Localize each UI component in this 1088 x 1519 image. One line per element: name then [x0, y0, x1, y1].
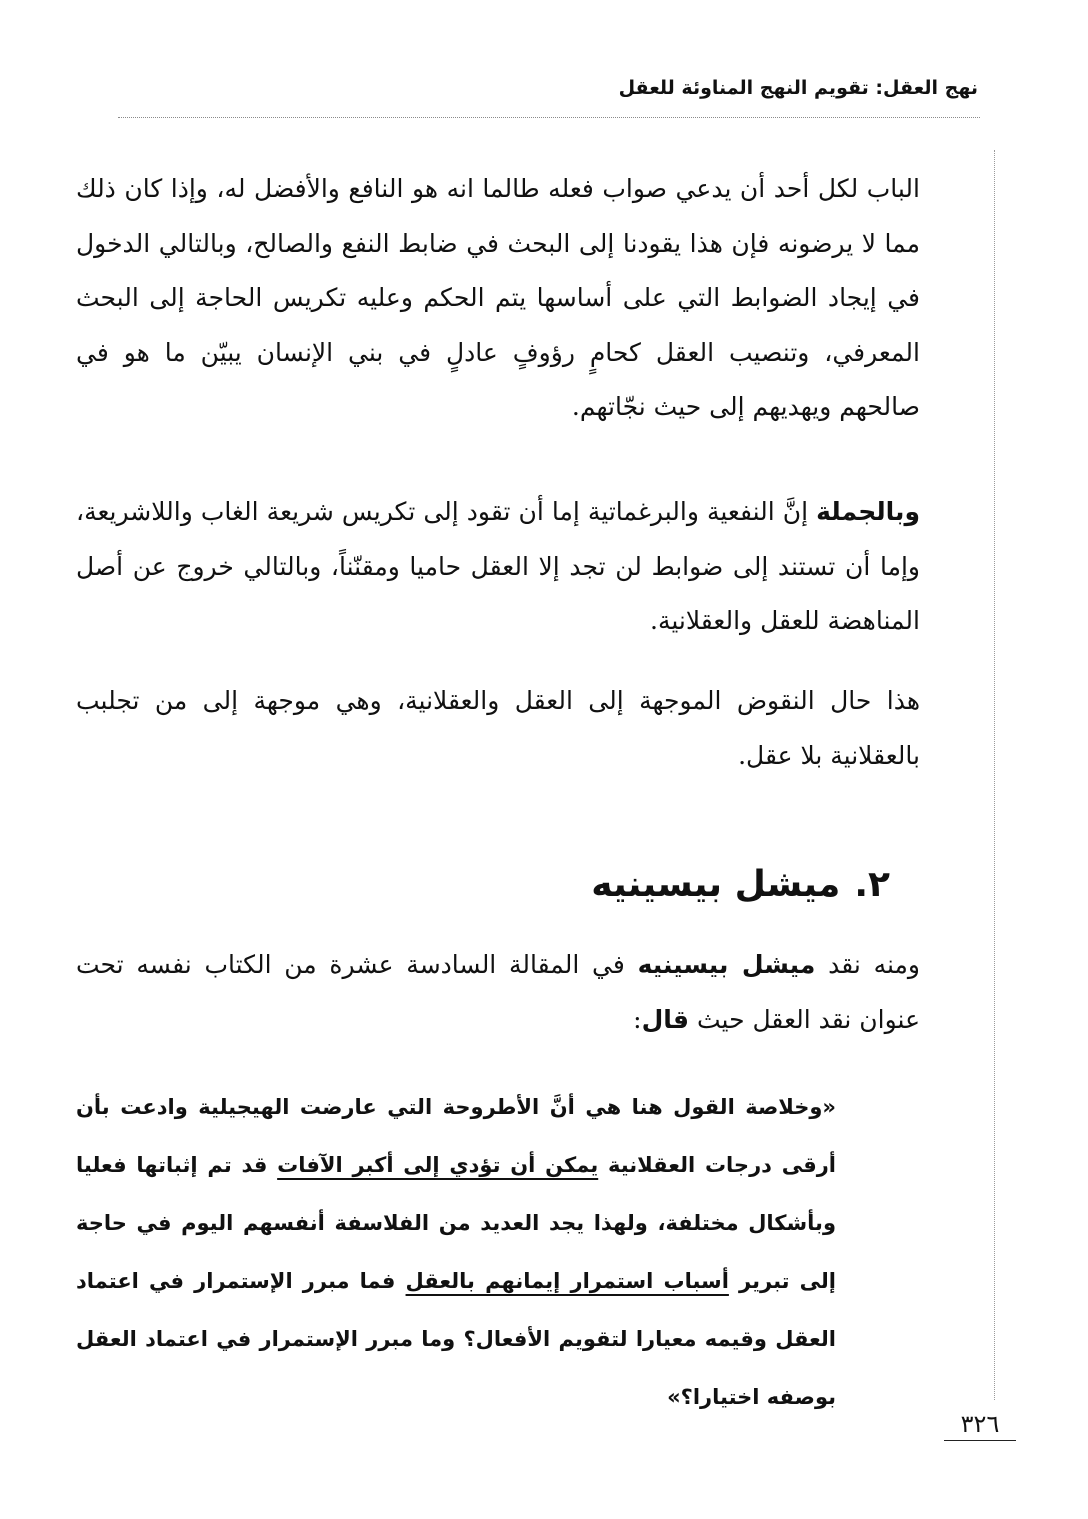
- intro-said-word: قال: [641, 1004, 690, 1034]
- paragraph-intro: [76, 938, 920, 1047]
- quote-segment-1: «وخلاصة القول هنا هي أنَّ الأطروحة التي عارضت الهيجيلية وادعت بأن أرقى درجات العقلانية: [76, 1095, 836, 1177]
- page-number: ٣٢٦: [960, 1410, 1000, 1438]
- paragraph-continuation: الباب لكل أحد أن يدعي صواب فعله طالما انه هو النافع والأفضل له، وإذا كان ذلك مما لا يرضونه فإن هذا يقودنا إلى البحث في ضابط النفع والصالح، وبالتالي الدخول في إيجاد الضوابط التي على أساسها يتم الحكم وعليه تكريس الحاجة إلى البحث المعرفي، وتنصيب العقل كحامٍ رؤوفٍ عادلٍ في بني الإنسان يبيّن ما هو في صالحهم ويهديهم إلى حيث نجّاتهم.: [76, 174, 920, 421]
- section-heading: [300, 855, 890, 915]
- intro-text-start: ومنه نقد: [815, 950, 920, 979]
- section-title: ميشل بيسينيه: [591, 864, 841, 905]
- header-dotted-rule: [118, 117, 980, 118]
- quote-underlined-1: يمكن أن تؤدي إلى أكبر الآفات: [277, 1153, 599, 1177]
- running-header: نهج العقل: تقويم النهج المناوئة للعقل: [618, 77, 978, 99]
- paragraph-summary: [76, 485, 920, 649]
- page-number-underline: [944, 1440, 1016, 1441]
- section-number: ٢.: [854, 864, 890, 905]
- intro-text-middle: في المقالة السادسة عشرة من الكتاب نفسه تحت عنوان نقد العقل حيث: [76, 950, 920, 1034]
- margin-dotted-rule: [994, 150, 995, 1400]
- intro-colon: :: [633, 1004, 642, 1034]
- quote-segment-2: قد تم إثباتها فعليا وبأشكال مختلفة، ولهذا يجد العديد من الفلاسفة أنفسهم اليوم في حاجة إلى تبرير: [76, 1153, 837, 1293]
- quote-segment-3: فما مبرر الإستمرار في اعتماد العقل وقيمه معيارا لتقويم الأفعال؟ وما مبرر الإستمرار في اعتماد العقل بوصفه اختيارا؟»: [76, 1269, 836, 1409]
- paragraph-lead-word: وبالجملة: [816, 497, 920, 526]
- block-quotation: [76, 1078, 836, 1426]
- paragraph-summary-text: إنَّ النفعية والبرغماتية إما أن تقود إلى تكريس شريعة الغاب واللاشريعة، وإما أن تستند إلى ضوابط لن تجد إلا العقل حاميا ومقنّناً، وبالتالي خروج عن أصل المناهضة للعقل والعقلانية.: [76, 497, 920, 635]
- paragraph-conclusion: هذا حال النقوض الموجهة إلى العقل والعقلانية، وهي موجهة إلى من تجلبب بالعقلانية بلا عقل.: [76, 686, 920, 770]
- intro-author-name: ميشل بيسينيه: [637, 950, 816, 979]
- quote-underlined-2: أسباب استمرار إيمانهم بالعقل: [405, 1269, 729, 1293]
